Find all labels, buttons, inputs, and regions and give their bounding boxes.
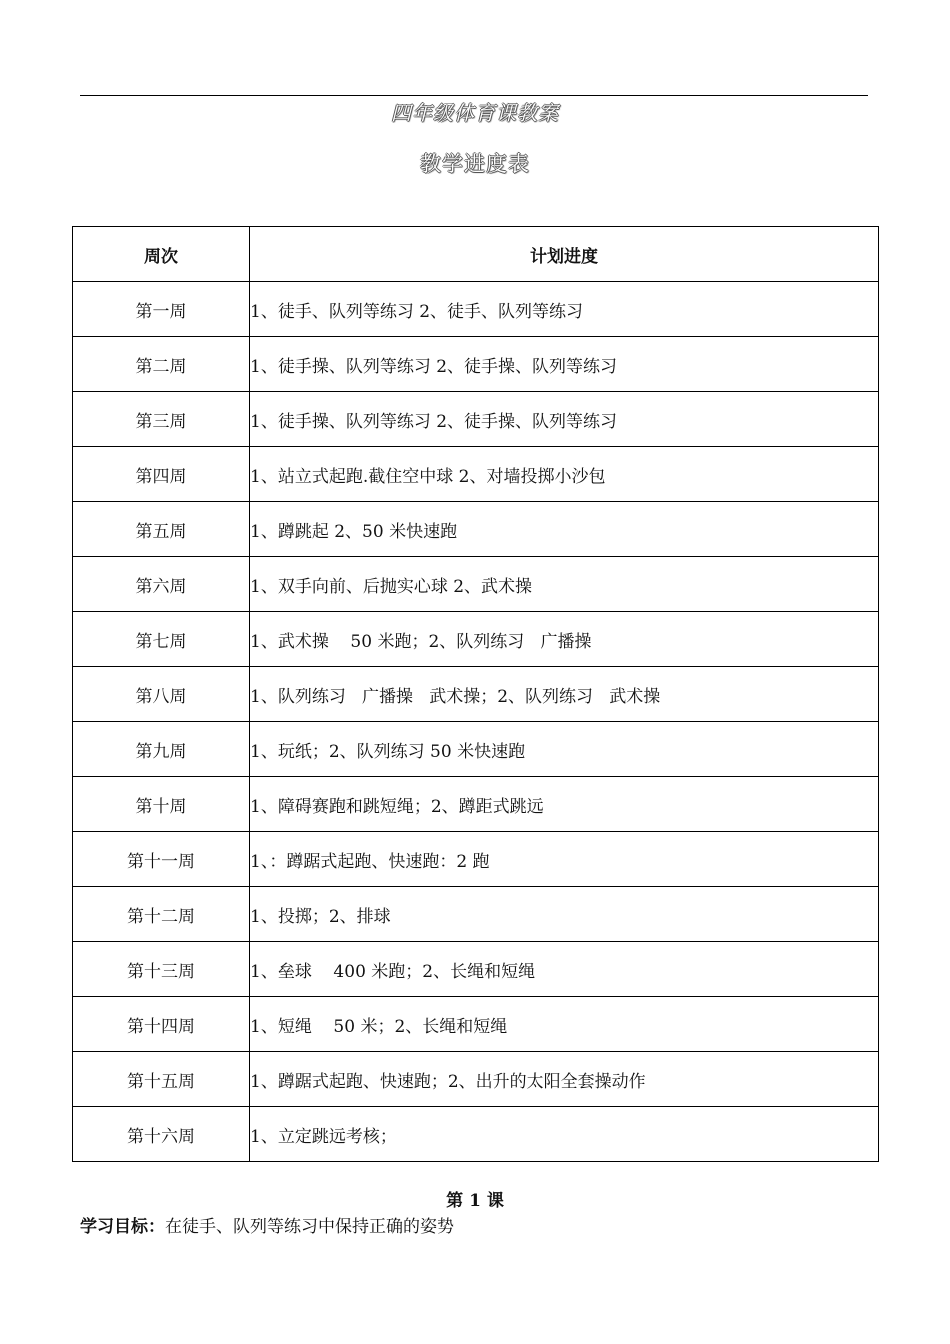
plan-cell: 1、双手向前、后抛实心球 2、武术操: [250, 557, 879, 612]
table-row: [73, 777, 879, 832]
table-row: [73, 282, 879, 337]
table-row: [73, 997, 879, 1052]
plan-cell: 1、队列练习 广播操 武术操；2、队列练习 武术操: [250, 667, 879, 722]
plan-cell: 1、投掷；2、排球: [250, 887, 879, 942]
week-cell: 第五周: [73, 502, 250, 557]
table-row: [73, 1052, 879, 1107]
week-cell: 第九周: [73, 722, 250, 777]
week-cell: 第十四周: [73, 997, 250, 1052]
week-cell: 第一周: [73, 282, 250, 337]
plan-cell: 1、：蹲踞式起跑、快速跑：2 跑: [250, 832, 879, 887]
table-row: [73, 942, 879, 997]
plan-cell: 1、短绳 50 米；2、长绳和短绳: [250, 997, 879, 1052]
document-title: 四年级体育课教案: [391, 101, 559, 125]
table-row: [73, 667, 879, 722]
week-cell: 第六周: [73, 557, 250, 612]
table-row: [73, 1107, 879, 1162]
week-cell: 第十二周: [73, 887, 250, 942]
week-column-header: 周次: [73, 227, 250, 282]
plan-cell: 1、徒手操、队列等练习 2、徒手操、队列等练习: [250, 337, 879, 392]
plan-cell: 1、蹲跳起 2、50 米快速跑: [250, 502, 879, 557]
learning-goal-label: 学习目标：: [80, 1217, 165, 1237]
header-rule: [80, 95, 868, 96]
table-row: [73, 502, 879, 557]
week-cell: 第四周: [73, 447, 250, 502]
table-header-row: [73, 227, 879, 282]
teaching-schedule-table: [72, 226, 879, 1162]
week-cell: 第二周: [73, 337, 250, 392]
plan-cell: 1、障碍赛跑和跳短绳；2、蹲距式跳远: [250, 777, 879, 832]
table-row: [73, 337, 879, 392]
table-row: [73, 392, 879, 447]
schedule-body: [73, 282, 879, 1162]
table-row: [73, 887, 879, 942]
table-row: [73, 612, 879, 667]
table-row: [73, 557, 879, 612]
plan-column-header: 计划进度: [250, 227, 879, 282]
plan-cell: 1、站立式起跑.截住空中球 2、对墙投掷小沙包: [250, 447, 879, 502]
plan-cell: 1、玩纸；2、队列练习 50 米快速跑: [250, 722, 879, 777]
week-cell: 第八周: [73, 667, 250, 722]
table-row: [73, 722, 879, 777]
lesson-title: 第 1 课: [446, 1191, 504, 1211]
week-cell: 第十六周: [73, 1107, 250, 1162]
table-row: [73, 832, 879, 887]
week-cell: 第十周: [73, 777, 250, 832]
learning-goal: [80, 1216, 454, 1238]
plan-cell: 1、武术操 50 米跑；2、队列练习 广播操: [250, 612, 879, 667]
table-row: [73, 447, 879, 502]
document-subtitle: 教学进度表: [420, 152, 530, 176]
week-cell: 第十三周: [73, 942, 250, 997]
week-cell: 第十一周: [73, 832, 250, 887]
week-cell: 第三周: [73, 392, 250, 447]
week-cell: 第十五周: [73, 1052, 250, 1107]
plan-cell: 1、徒手操、队列等练习 2、徒手操、队列等练习: [250, 392, 879, 447]
plan-cell: 1、垒球 400 米跑；2、长绳和短绳: [250, 942, 879, 997]
learning-goal-text: 在徒手、队列等练习中保持正确的姿势: [165, 1217, 454, 1237]
plan-cell: 1、立定跳远考核；: [250, 1107, 879, 1162]
week-cell: 第七周: [73, 612, 250, 667]
plan-cell: 1、徒手、队列等练习 2、徒手、队列等练习: [250, 282, 879, 337]
plan-cell: 1、蹲踞式起跑、快速跑；2、出升的太阳全套操动作: [250, 1052, 879, 1107]
